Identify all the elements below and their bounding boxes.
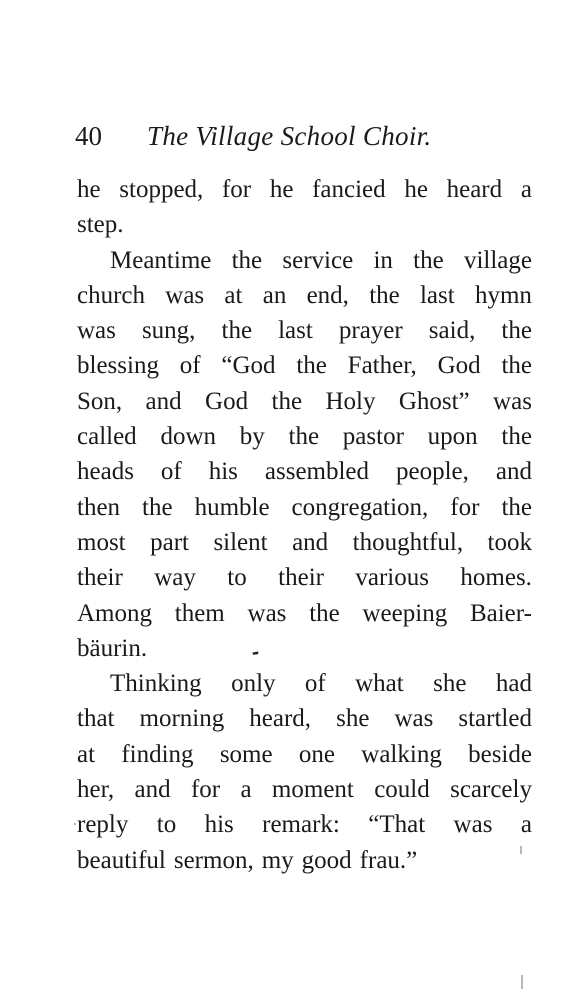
- text-line: their way to their various homes.: [77, 564, 532, 592]
- text-line: Meantime the service in the village: [110, 246, 532, 274]
- paragraph: [77, 243, 532, 667]
- ink-speck-icon: [252, 650, 259, 656]
- margin-mark: [521, 975, 523, 989]
- margin-mark: [74, 823, 76, 825]
- text-line: he stopped, for he fancied he heard a: [77, 176, 532, 203]
- running-title: The Village School Choir.: [147, 121, 432, 151]
- text-line: heads of his assembled people, and: [77, 458, 532, 486]
- text-line: called down by the pastor upon the: [77, 423, 532, 451]
- text-line: then the humble congregation, for the: [77, 493, 532, 521]
- body-text: [77, 172, 532, 878]
- paragraph: [77, 172, 532, 243]
- paragraph: [77, 666, 532, 878]
- text-line: blessing of “God the Father, God the: [77, 352, 532, 380]
- text-line: that morning heard, she was startled: [77, 705, 532, 733]
- text-line: church was at an end, the last hymn: [77, 281, 532, 309]
- page-number: 40: [75, 121, 102, 151]
- page-header: [75, 118, 530, 154]
- text-line: most part silent and thoughtful, took: [77, 528, 532, 556]
- text-line: Among them was the weeping Baier-: [77, 599, 532, 627]
- text-line: Thinking only of what she had: [110, 670, 532, 698]
- margin-mark: [520, 846, 522, 854]
- text-line: bäurin.: [77, 634, 148, 662]
- text-line: her, and for a moment could scarcely: [77, 776, 532, 804]
- text-line: reply to his remark: “That was a: [77, 811, 532, 839]
- text-line: step.: [77, 211, 124, 239]
- text-line: beautiful sermon, my good frau.”: [77, 846, 418, 874]
- text-line: at finding some one walking beside: [77, 740, 532, 768]
- text-line: was sung, the last prayer said, the: [77, 317, 532, 345]
- text-line: Son, and God the Holy Ghost” was: [77, 387, 532, 415]
